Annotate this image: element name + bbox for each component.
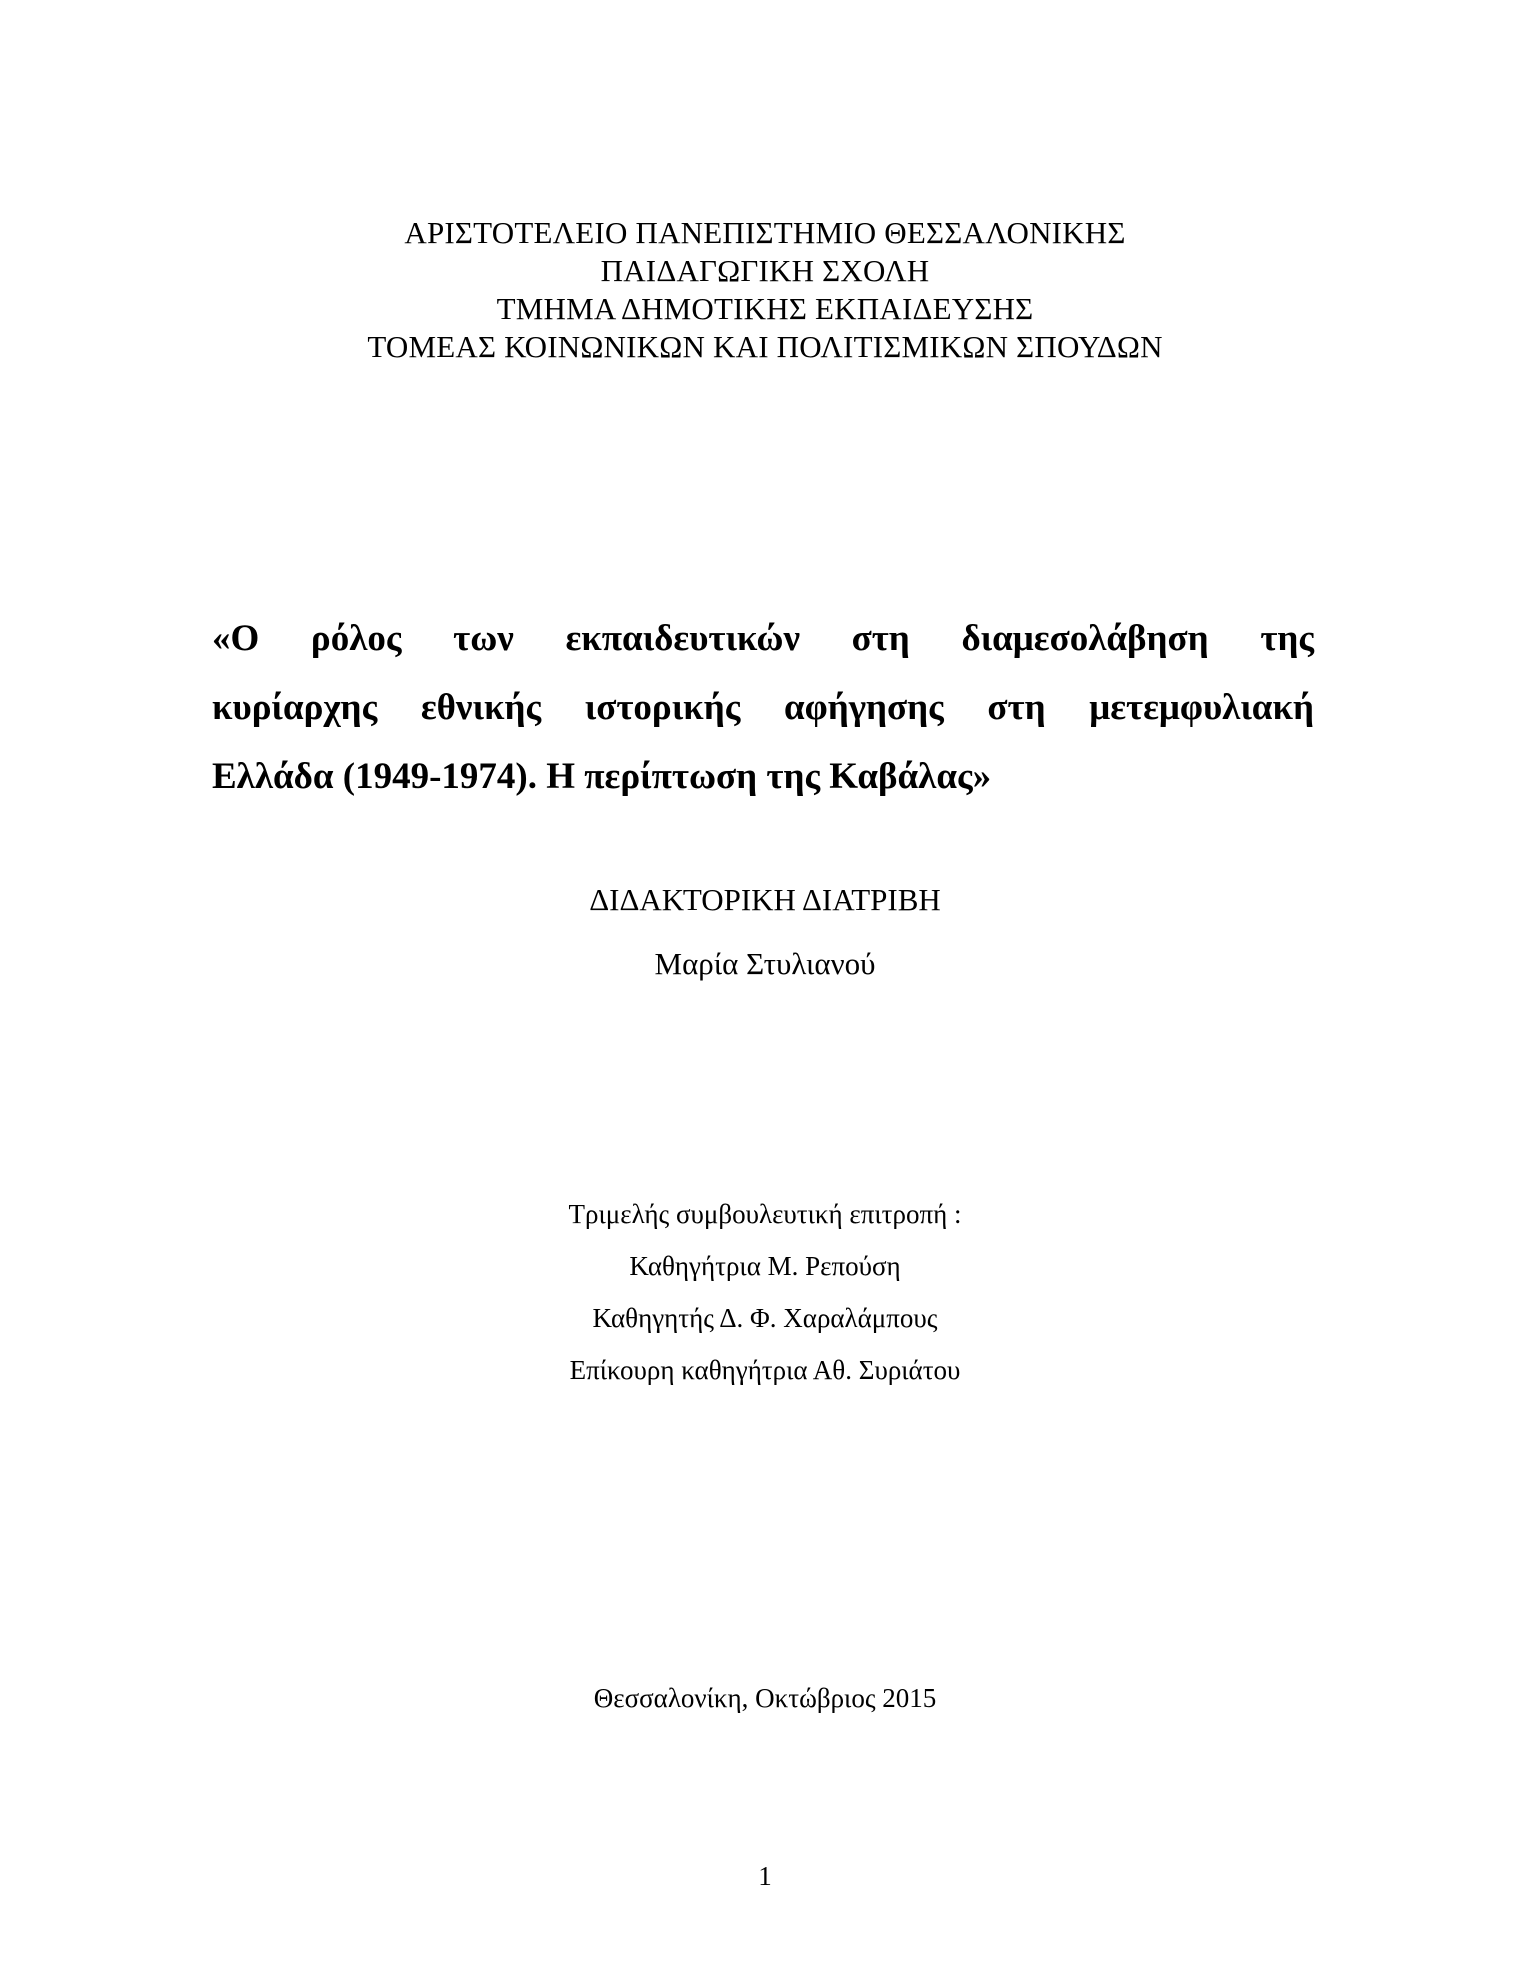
school-name: ΠΑΙΔΑΓΩΓΙΚΗ ΣΧΟΛΗ — [600, 253, 930, 288]
thesis-title-line: κυρίαρχης εθνικής ιστορικής αφήγησης στη μετεμφυλιακή — [212, 687, 1314, 728]
place-and-date: Θεσσαλονίκη, Οκτώβριος 2015 — [593, 1683, 937, 1713]
thesis-title — [212, 604, 1314, 811]
section-name: ΤΟΜΕΑΣ ΚΟΙΝΩΝΙΚΩΝ ΚΑΙ ΠΟΛΙΤΙΣΜΙΚΩΝ ΣΠΟΥΔΩΝ — [367, 329, 1163, 364]
thesis-title-line: «Ο ρόλος των εκπαιδευτικών στη διαμεσολάβηση της — [212, 618, 1314, 659]
department-name: ΤΜΗΜΑ ΔΗΜΟΤΙΚΗΣ ΕΚΠΑΙΔΕΥΣΗΣ — [496, 291, 1034, 326]
university-name: ΑΡΙΣΤΟΤΕΛΕΙΟ ΠΑΝΕΠΙΣΤΗΜΙΟ ΘΕΣΣΑΛΟΝΙΚΗΣ — [404, 215, 1126, 250]
thesis-title-line: Ελλάδα (1949-1974). Η περίπτωση της Καβάλας» — [212, 756, 992, 797]
thesis-type: ΔΙΔΑΚΤΟΡΙΚΗ ΔΙΑΤΡΙΒΗ — [589, 882, 941, 917]
committee-member: Καθηγητής Δ. Φ. Χαραλάμπους — [592, 1303, 938, 1333]
committee-member: Επίκουρη καθηγήτρια Αθ. Συριάτου — [569, 1355, 961, 1385]
committee-member: Καθηγήτρια Μ. Ρεπούση — [629, 1251, 901, 1281]
advisory-committee — [0, 1188, 1530, 1396]
committee-heading: Τριμελής συμβουλευτική επιτροπή : — [568, 1199, 962, 1229]
author-name: Μαρία Στυλιανού — [654, 946, 876, 981]
page-number: 1 — [758, 1861, 772, 1891]
institution-header — [0, 214, 1530, 366]
